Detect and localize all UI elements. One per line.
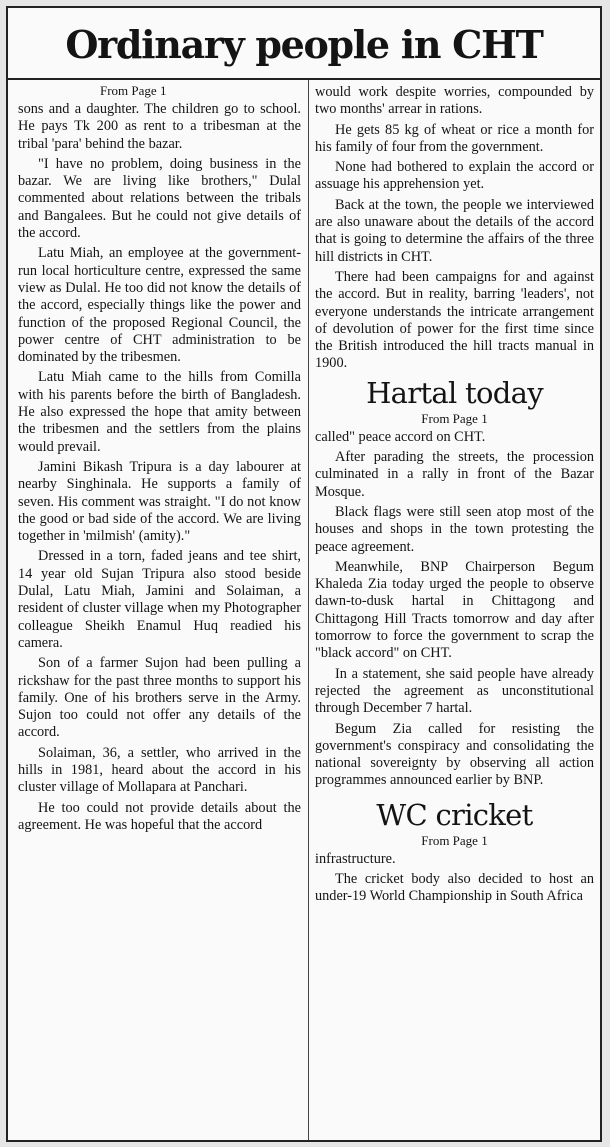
article-paragraph: Son of a farmer Sujon had been pulling a rickshaw for the past three months to support his family. One of his brothers serve in the Army. Sujon too could not offer any details of the accord. [18, 655, 301, 741]
article-paragraph: There had been campaigns for and against the accord. But in reality, barring 'leaders', not everyone understands the intricate arrangement of devolution of power for the first time since the British introduced the hill tracts manual in 1900. [315, 268, 594, 372]
article-paragraph: infrastructure. [315, 850, 396, 867]
article-paragraph: Jamini Bikash Tripura is a day labourer at nearby Singhinala. He supports a family of seven. His comment was straight. "I do not know the good or bad side of the accord. We are living together in 'milmish' (amity)." [18, 458, 301, 545]
article-paragraph: He too could not provide details about the agreement. He was hopeful that the accord [18, 799, 301, 833]
article-paragraph: would work despite worries, compounded by two months' arrear in rations. [315, 84, 594, 118]
jump-line: From Page 1 [100, 84, 167, 98]
article-paragraph: Begum Zia called for resisting the government's conspiracy and consolidating the national sovereignty by observing all action programmes announced earlier by BNP. [315, 720, 594, 789]
wc-subhead: WC cricket [376, 797, 533, 832]
hartal-subhead: Hartal today [366, 375, 543, 410]
article-paragraph: Meanwhile, BNP Chairperson Begum Khaleda Zia today urged the people to observe dawn-to-dusk hartal in Chittagong and Chittagong Hill Tracts tomorrow and day after tomorrow to force the government to scrap the "black accord" on CHT. [315, 558, 594, 662]
article-paragraph: "I have no problem, doing business in the bazar. We are living like brothers," Dulal commented about relations between the tribals and Bangalees. But he could not give details of the accord. [18, 155, 301, 242]
article-paragraph: Latu Miah, an employee at the government-run local horticulture centre, expressed the same view as Dulal. He too did not know the details of the accord, especially things like the power and function of the proposed Regional Council, the power centre of CHT administration to be dominated by the tribesmen. [18, 245, 301, 366]
article-paragraph: He gets 85 kg of wheat or rice a month for his family of four from the government. [315, 121, 594, 155]
column-divider [308, 80, 309, 1140]
article-paragraph: sons and a daughter. The children go to school. He pays Tk 200 as rent to a tribesman at the tribal 'para' behind the bazar. [18, 101, 301, 152]
article-paragraph: In a statement, she said people have already rejected the agreement as unconstitutional through December 7 hartal. [315, 665, 594, 717]
article-paragraph: After parading the streets, the procession culminated in a rally in front of the Bazar Mosque. [315, 449, 594, 500]
wc-jump-line: From Page 1 [421, 832, 488, 848]
newspaper-clipping [6, 6, 602, 1142]
article-paragraph: Back at the town, the people we interviewed are also unaware about the details of the accord that is going to determine the affairs of the three hill districts in CHT. [315, 196, 594, 265]
article-paragraph: Black flags were still seen atop most of the houses and shops in the town protesting the peace agreement. [315, 503, 594, 555]
article-paragraph: Latu Miah came to the hills from Comilla with his parents before the birth of Bangladesh. He also expressed the hope that amity between the tribesmen and the settlers from the plains would prevail. [18, 369, 301, 455]
left-column [18, 84, 301, 1140]
article-paragraph: The cricket body also decided to host an under-19 World Championship in South Africa [315, 870, 594, 905]
article-paragraph: Dressed in a torn, faded jeans and tee shirt, 14 year old Sujan Tripura also stood beside Dulal, Latu Miah, Jamini and Solaiman, a resident of cluster village when my Photographer colleague Sheikh Enamul Huq readied his camera. [18, 548, 301, 651]
headline-rule [8, 78, 600, 80]
right-column [315, 84, 594, 1140]
article-paragraph: called" peace accord on CHT. [315, 428, 486, 445]
article-paragraph: Solaiman, 36, a settler, who arrived in the hills in 1981, heard about the accord in his cluster village of Mollapara at Panchari. [18, 744, 301, 796]
hartal-jump-line: From Page 1 [421, 410, 488, 426]
headline: Ordinary people in CHT [65, 22, 543, 67]
article-paragraph: None had bothered to explain the accord or assuage his apprehension yet. [315, 159, 594, 193]
